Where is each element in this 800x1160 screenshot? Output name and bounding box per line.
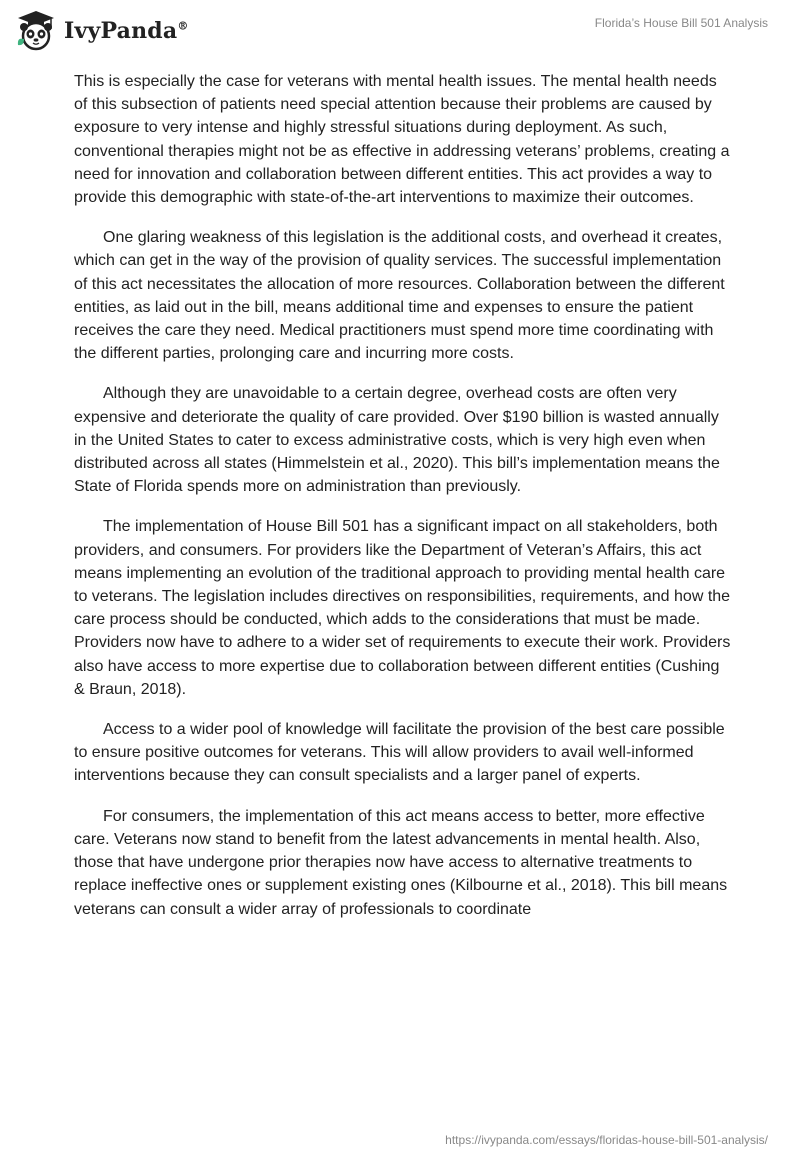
paragraph: The implementation of House Bill 501 has a significant impact on all stakeholders, both providers, and consumers. For providers like the Department of Veteran’s Affairs, this act means implementing an evolution of the traditional approach to providing mental health care to veterans. The legislation includes directives on responsibilities, requirements, and how the care process should be conducted, which adds to the considerations that must be made. Providers now have to adhere to a wider set of requirements to execute their work. Providers also have access to more expertise due to collaboration between different entities (Cushing & Braun, 2018). <box>74 518 731 698</box>
registered-mark: ® <box>177 19 189 33</box>
source-url[interactable]: https://ivypanda.com/essays/floridas-house-bill-501-analysis/ <box>445 1133 768 1147</box>
paragraph: This is especially the case for veterans with mental health issues. The mental health needs of this subsection of patients need special attention because their problems are caused by exposure to very intense and highly stressful situations during deployment. As such, conventional therapies might not be as effective in addressing veterans’ problems, creating a need for innovation and collaboration between different entities. This act provides a way to provide this demographic with state-of-the-art interventions to maximize their outcomes. <box>74 73 730 207</box>
brand-name: IvyPanda® <box>64 18 189 44</box>
panda-graduate-icon <box>14 9 58 53</box>
page-header <box>0 0 800 60</box>
paragraph: Although they are unavoidable to a certain degree, overhead costs are often very expensive and deteriorate the quality of care provided. Over $190 billion is wasted annually in the United States to cater to excess administrative costs, which is very high even when distributed across all states (Himmelstein et al., 2020). This bill’s implementation means the State of Florida spends more on administration than previously. <box>74 385 720 496</box>
document-title: Florida’s House Bill 501 Analysis <box>594 16 768 30</box>
ivypanda-logo[interactable] <box>14 9 189 53</box>
essay-body <box>74 70 734 938</box>
paragraph: Access to a wider pool of knowledge will facilitate the provision of the best care possible to ensure positive outcomes for veterans. This will allow providers to avail well-informed interventions because they can consult specialists and a larger panel of experts. <box>74 721 725 785</box>
paragraph: One glaring weakness of this legislation is the additional costs, and overhead it creates, which can get in the way of the provision of quality services. The successful implementation of this act necessitates the allocation of more resources. Collaboration between the different entities, as laid out in the bill, means additional time and expenses to ensure the patient receives the care they need. Medical practitioners must spend more time coordinating with the different parties, prolonging care and incurring more costs. <box>74 229 725 363</box>
paragraph: For consumers, the implementation of this act means access to better, more effective care. Veterans now stand to benefit from the latest advancements in mental health. Also, those that have undergone prior therapies now have access to alternative treatments to replace ineffective ones or supplement existing ones (Kilbourne et al., 2018). This bill means veterans can consult a wider array of professionals to coordinate <box>74 807 728 918</box>
